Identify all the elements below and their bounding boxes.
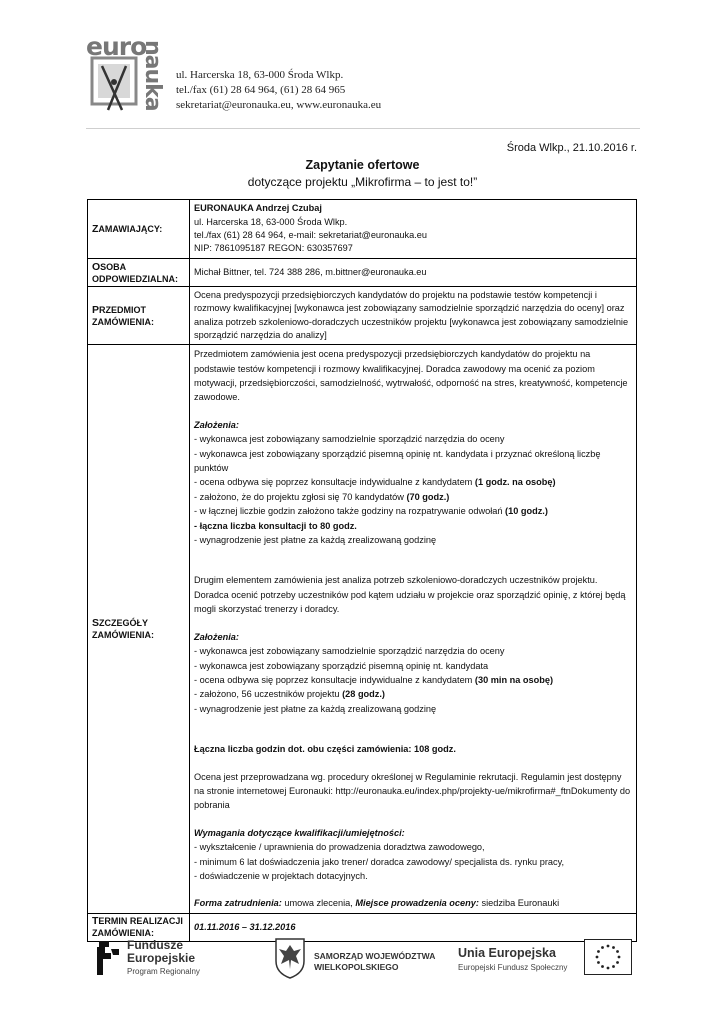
fundusze-europejskie-logo: Fundusze Europejskie Program Regionalny — [95, 937, 225, 981]
logo-wordmark-vertical: nauka — [140, 40, 165, 111]
samorzad-wojewodztwa-logo: SAMORZĄD WOJEWÓDZTWA WIELKOPOLSKIEGO — [274, 937, 444, 981]
wymagania-line-1: - wykształcenie / uprawnienia do prowadzenia doradztwa zawodowego, — [194, 842, 485, 853]
value-szczegoly — [190, 345, 637, 914]
document-date: Środa Wlkp., 21.10.2016 r. — [506, 142, 637, 154]
eu-star — [612, 946, 615, 949]
document-subtitle: dotyczące projektu „Mikrofirma – to jest to!” — [247, 175, 478, 189]
inquiry-table — [87, 199, 637, 942]
eu-star — [616, 950, 619, 953]
label-przedmiot: PRZEDMIOT ZAMÓWIENIA: — [88, 287, 190, 345]
part1-line-7: - wynagrodzenie jest płatne za każdą zrealizowaną godzinę — [194, 535, 437, 546]
company-nip: NIP: 7861095187 REGON: 630357697 — [194, 243, 353, 254]
eu-star — [612, 965, 615, 968]
address-line: ul. Harcerska 18, 63-000 Środa Wlkp. — [176, 69, 344, 81]
zalozenia-heading-2: Założenia: — [194, 631, 239, 642]
part1-line-5: - w łącznej liczbie godzin założono także godziny na rozpatrywanie odwołań (10 godz.) — [194, 506, 548, 517]
email-line: sekretariat@euronauka.eu, www.euronauka.eu — [176, 99, 382, 111]
company-name: EURONAUKA Andrzej Czubaj — [194, 203, 322, 214]
intro-paragraph: Przedmiotem zamówienia jest ocena predyspozycji przedsiębiorczych kandydatów do projektu na podstawie testów kompetencji i rozmowy kwalifikacyjnej. Doradca zawodowy ma ocenić za poziom motywacji, przedsiębiorczości, samodzielność, wytrwałość, odporność na stres, kreatywność, kompetencje zawodowe. — [194, 349, 628, 403]
eu-star — [601, 965, 604, 968]
row-osoba — [88, 259, 637, 287]
part2-line-2: - wykonawca jest zobowiązany sporządzić pisemną opinię nt. kandydata — [194, 660, 489, 671]
part1-line-1: - wykonawca jest zobowiązany samodzielnie sporządzić narzędzia do oceny — [194, 434, 505, 445]
eu-star — [601, 946, 604, 949]
row-szczegoly — [88, 345, 637, 914]
part2-line-4: - założono, 56 uczestników projektu (28 godz.) — [194, 689, 385, 700]
row-przedmiot — [88, 287, 637, 345]
part2-line-5: - wynagrodzenie jest płatne za każdą zrealizowaną godzinę — [194, 703, 437, 714]
part1-line-6: - łączna liczba konsultacji to 80 godz. — [194, 520, 357, 531]
label-termin: TERMIN REALIZACJI ZAMÓWIENIA: — [88, 913, 190, 941]
header-divider — [86, 128, 640, 129]
eu-star — [597, 961, 600, 964]
label-zamawiajacy: ZAMAWIAJĄCY: — [88, 200, 190, 259]
value-przedmiot: Ocena predyspozycji przedsiębiorczych kandydatów do projektu na podstawie testów kompetencji i rozmowy kwalifikacyjnej [wykonawca jest zobowiązany samodzielnie sporządzić narzędzia do oceny] oraz analiza potrzeb szkoleniowo-doradczych uczestników projektu [wykonawca jest zobowiązany samodzielnie sporządzić narzędzia do analizy] — [190, 287, 637, 345]
fe-emblem-icon — [95, 939, 121, 977]
part1-line-4: - założono, że do projektu zgłosi się 70 kandydatów (70 godz.) — [194, 491, 450, 502]
company-address: ul. Harcerska 18, 63-000 Środa Wlkp. — [194, 216, 348, 227]
zalozenia-heading-1: Założenia: — [194, 419, 239, 430]
label-szczegoly: SZCZEGÓŁY ZAMÓWIENIA: — [88, 345, 190, 914]
forma-line: Forma zatrudnienia: umowa zlecenia, Miejsce prowadzenia oceny: siedziba Euronauki — [194, 898, 560, 909]
part1-line-3: - ocena odbywa się poprzez konsultacje indywidualne z kandydatem (1 godz. na osobę) — [194, 477, 556, 488]
unia-europejska-logo: Unia Europejska Europejski Fundusz Społeczny — [458, 939, 638, 979]
eu-star — [616, 961, 619, 964]
row-zamawiajacy — [88, 200, 637, 259]
company-contact: tel./fax (61) 28 64 964, e-mail: sekretariat@euronauka.eu — [194, 230, 428, 240]
eu-star — [618, 956, 621, 959]
phone-line: tel./fax (61) 28 64 964, (61) 28 64 965 — [176, 84, 346, 96]
total-hours: Łączna liczba godzin dot. obu części zamówienia: 108 godz. — [194, 744, 456, 755]
value-zamawiajacy — [190, 200, 637, 259]
document-title: Zapytanie ofertowe — [305, 158, 420, 172]
wymagania-line-2: - minimum 6 lat doświadczenia jako trener/ doradca zawodowy/ specjalista ds. rynku pracy, — [194, 856, 565, 867]
eagle-crest-icon — [274, 937, 306, 979]
eu-star — [607, 967, 610, 970]
eu-star — [607, 945, 610, 948]
second-paragraph: Drugim elementem zamówienia jest analiza potrzeb szkoleniowo-doradczych uczestników projektu. Doradca ocenić potrzeby uczestników pod kątem udziału w projekcie oraz sporządzić opinię, z której będą mogli skorzystać trenerzy i doradcy. — [194, 575, 626, 615]
regulamin-paragraph: Ocena jest przeprowadzana wg. procedury określonej w Regulaminie rekrutacji. Regulamin jest dostępny na stronie internetowej Euronauki: http://euronauka.eu/index.php/projekty-ue/mikrofirma#_ftnDokumenty do pobrania — [194, 771, 631, 811]
sender-address — [176, 68, 381, 113]
logo-wordmark: euro — [86, 32, 147, 61]
part2-line-1: - wykonawca jest zobowiązany samodzielnie sporządzić narzędzia do oceny — [194, 646, 505, 657]
value-osoba: Michał Bittner, tel. 724 388 286, m.bittner@euronauka.eu — [190, 259, 637, 287]
eu-flag-icon — [584, 939, 632, 975]
label-osoba: OSOBA ODPOWIEDZIALNA: — [88, 259, 190, 287]
value-termin: 01.11.2016 – 31.12.2016 — [190, 913, 637, 941]
wymagania-line-3: - doświadczenie w projektach dotacyjnych. — [194, 870, 368, 881]
eu-star — [596, 956, 599, 959]
eu-star — [597, 950, 600, 953]
part2-line-3: - ocena odbywa się poprzez konsultacje indywidualne z kandydatem (30 min na osobę) — [194, 674, 554, 685]
wymagania-heading: Wymagania dotyczące kwalifikacji/umiejętności: — [194, 827, 405, 838]
part1-line-2: - wykonawca jest zobowiązany sporządzić pisemną opinię nt. kandydata i przyznać określoną liczbę punktów — [194, 448, 601, 474]
